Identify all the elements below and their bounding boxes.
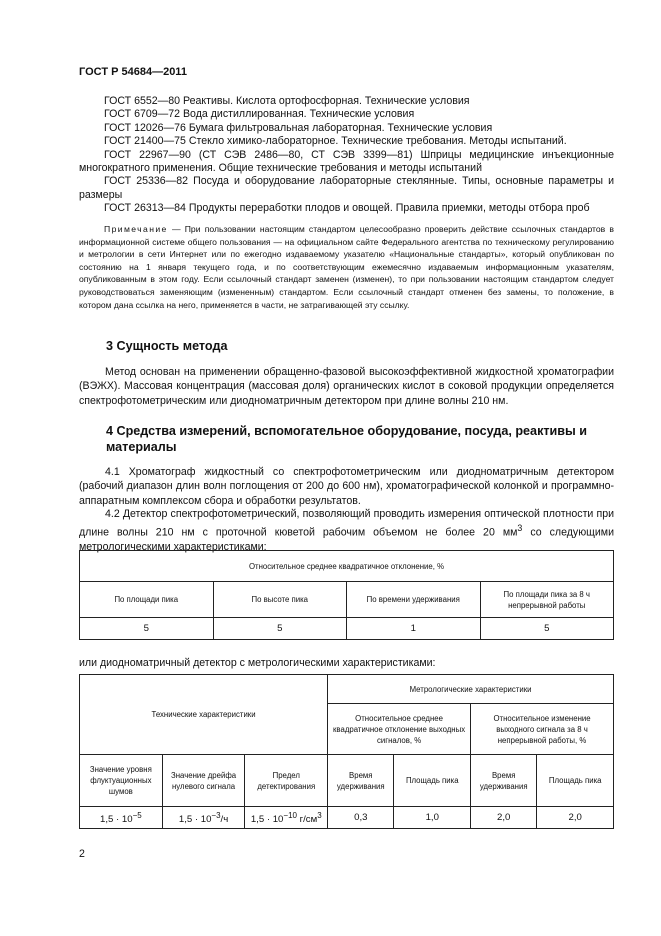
table-cell: 5 bbox=[80, 618, 214, 640]
column-header: По высоте пика bbox=[213, 582, 347, 618]
table-cell bbox=[80, 807, 163, 829]
table-title: Относительное среднее квадратичное отклонение, % bbox=[80, 551, 614, 582]
reference-item: ГОСТ 21400—75 Стекло химико-лабораторное. Технические требования. Методы испытаний. bbox=[104, 135, 567, 148]
diode-array-characteristics-table bbox=[79, 674, 614, 829]
column-header: Площадь пика bbox=[394, 755, 471, 807]
column-header: По площади пика bbox=[80, 582, 214, 618]
metrological-characteristics-header: Метрологические характеристики bbox=[328, 675, 614, 704]
clause-4-2-text: 4.2 Детектор спектрофотометрический, позволяющий проводить измерения оптической плотности при длине волны 210 нм с проточной кюветой рабочим объемом не более 20 мм bbox=[79, 508, 614, 539]
clause-4-2-text-end: со следующими метрологическими характеристиками: bbox=[79, 526, 615, 554]
table-cell: 0,3 bbox=[328, 807, 394, 829]
standard-header: ГОСТ Р 54684—2011 bbox=[79, 66, 187, 78]
section-4-heading: 4 Средства измерений, вспомогательное оборудование, посуда, реактивы и материалы bbox=[106, 424, 588, 454]
subheader-deviation: Относительное среднее квадратичное отклонение выходных сигналов, % bbox=[328, 704, 471, 755]
reference-item: ГОСТ 22967—90 (СТ СЭВ 2486—80, СТ СЭВ 3399—81) Шприцы медицинские инъекционные многократного применения. Общие технические требования и методы испытаний bbox=[79, 148, 614, 175]
clause-4-1: 4.1 Хроматограф жидкостный со спектрофотометрическим или диодноматричным детектором (рабочий диапазон длин волн поглощения от 200 до 600 нм), хроматографической колонкой и программно-аппаратным комплексом сбора и обработки результатов. bbox=[79, 466, 614, 507]
superscript: 3 bbox=[517, 523, 523, 534]
superscript: −5 bbox=[132, 810, 142, 820]
superscript: −3 bbox=[211, 810, 221, 820]
column-header: Площадь пика bbox=[537, 755, 614, 807]
reference-item: ГОСТ 26313—84 Продукты переработки плодов и овощей. Правила приемки, методы отбора проб bbox=[104, 202, 590, 215]
cell-value: 1,5 · 10 bbox=[100, 814, 133, 826]
reference-item: ГОСТ 12026—76 Бумага фильтровальная лабораторная. Технические условия bbox=[104, 121, 493, 134]
cell-value: 1,5 · 10 bbox=[250, 814, 284, 826]
column-header: По времени удерживания bbox=[347, 582, 481, 618]
note-text: — При пользовании настоящим стандартом целесообразно проверить действие ссылочных стандартов в информационной системе общего пользования — на официальном сайте Федерального агентства по техническому регулированию и метрологии в сети Интернет или по ежегодно издаваемому указателю «Национальные стандарты», который опубликован по состоянию на 1 января текущего года, и по соответствующим ежемесячно издаваемым информационным указателям, опубликованным в этом году. Если ссылочный стандарт заменен (изменен), то при пользовании настоящим стандартом следует руководствоваться заменяющим (измененным) стандартом. Если ссылочный стандарт отменен без замены, то положение, в котором дана ссылка на него, применяется в части, не затрагивающей эту ссылку. bbox=[79, 224, 614, 310]
reference-list bbox=[79, 95, 614, 216]
table-cell bbox=[162, 807, 245, 829]
clause-4-2 bbox=[79, 507, 614, 555]
section-3-heading: 3 Сущность метода bbox=[106, 339, 228, 353]
unit: г/см bbox=[296, 814, 318, 826]
superscript: 3 bbox=[317, 810, 322, 820]
section-3-text: Метод основан на применении обращенно-фазовой высокоэффективной жидкостной хроматографии (ВЭЖХ). Массовая концентрация (массовая доля) органических кислот в соковой продукции определяется спектрофотометрическим или диодноматричным детектором при длине волны 210 нм. bbox=[79, 366, 614, 407]
table-cell: 5 bbox=[213, 618, 347, 640]
column-header: Предел детектирования bbox=[245, 755, 328, 807]
column-header: По площади пика за 8 ч непрерывной работы bbox=[480, 582, 614, 618]
note-block bbox=[79, 223, 614, 311]
diode-array-intro: или диодноматричный детектор с метрологическими характеристиками: bbox=[79, 657, 436, 669]
detector-characteristics-table bbox=[79, 550, 614, 640]
column-header: Значение дрейфа нулевого сигнала bbox=[162, 755, 245, 807]
table-cell: 2,0 bbox=[537, 807, 614, 829]
page-number: 2 bbox=[79, 848, 85, 860]
table-cell: 1 bbox=[347, 618, 481, 640]
table-cell: 2,0 bbox=[471, 807, 537, 829]
superscript: −10 bbox=[283, 810, 297, 820]
reference-item: ГОСТ 6552—80 Реактивы. Кислота ортофосфорная. Технические условия bbox=[104, 95, 470, 107]
column-header: Время удерживания bbox=[328, 755, 394, 807]
column-header: Значение уровня флуктуационных шумов bbox=[80, 755, 163, 807]
table-cell bbox=[245, 807, 328, 829]
reference-item: ГОСТ 6709—72 Вода дистиллированная. Технические условия bbox=[104, 108, 415, 121]
note-label: Примечание bbox=[104, 224, 168, 234]
subheader-drift: Относительное изменение выходного сигнала за 8 ч непрерывной работы, % bbox=[471, 704, 614, 755]
column-header: Время удерживания bbox=[471, 755, 537, 807]
unit: /ч bbox=[220, 814, 229, 826]
table-cell: 1,0 bbox=[394, 807, 471, 829]
cell-value: 1,5 · 10 bbox=[178, 814, 212, 826]
reference-item: ГОСТ 25336—82 Посуда и оборудование лабораторные стеклянные. Типы, основные параметры и размеры bbox=[79, 175, 614, 201]
table-cell: 5 bbox=[480, 618, 614, 640]
tech-characteristics-header: Технические характеристики bbox=[80, 675, 328, 755]
